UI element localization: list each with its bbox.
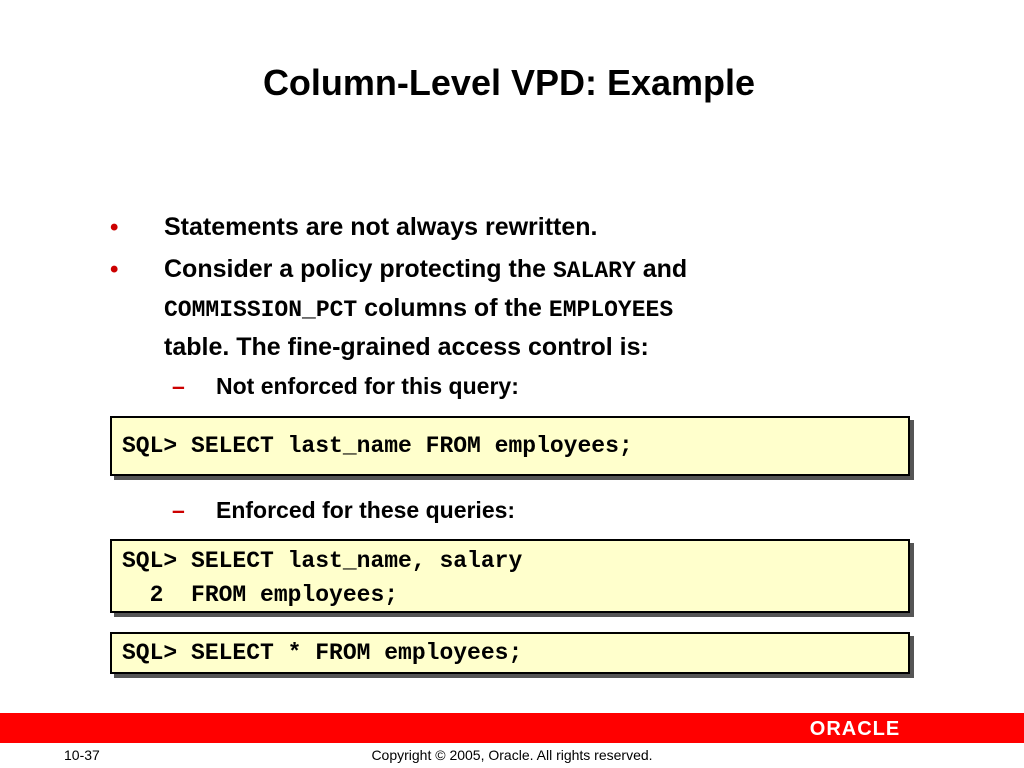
code-term: SALARY [552,258,636,284]
oracle-logo [790,718,920,738]
code-term: EMPLOYEES [548,297,674,323]
code-line: SQL> SELECT last_name FROM employees; [122,433,633,459]
bullet-icon: • [110,214,119,241]
bullet-text-part: table. The fine-grained access control is: [164,333,649,361]
dash-icon: – [172,373,185,399]
code-block [110,416,910,476]
oracle-logo-text: ORACLE [809,718,901,738]
sub-bullet-text: Not enforced for this query: [216,373,519,399]
code-block [110,632,910,674]
bullet-text-part: Consider a policy protecting the [164,255,553,283]
code-block [110,539,910,613]
dash-icon: – [172,497,185,523]
copyright-text: Copyright © 2005, Oracle. All rights reserved. [371,747,653,763]
code-line: SQL> SELECT last_name, salary [122,548,523,574]
slide-title: Column-Level VPD: Example [262,62,756,103]
bullet-text-part: and [635,255,688,283]
page-number: 10-37 [64,747,100,763]
bullet-text-part: columns of the [357,294,549,322]
code-term: COMMISSION_PCT [164,297,358,323]
sub-bullet-text: Enforced for these queries: [216,497,516,523]
bullet-text [164,251,904,366]
code-line: 2 FROM employees; [122,582,399,608]
bullet-icon: • [110,256,119,283]
code-line: SQL> SELECT * FROM employees; [122,640,523,666]
bullet-text: Statements are not always rewritten. [164,213,598,241]
